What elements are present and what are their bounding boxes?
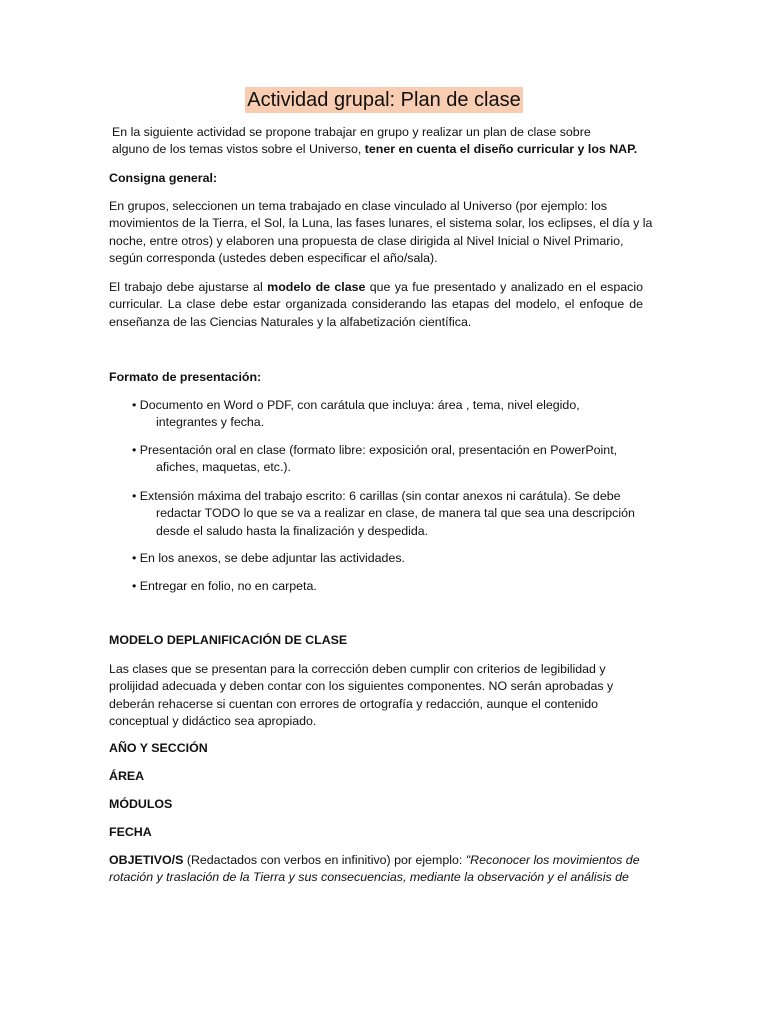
section-label-ano: [109, 740, 654, 757]
bullet-text: • Documento en Word o PDF, con carátula que incluya: área , tema, nivel elegido,: [132, 398, 580, 412]
objetivo-label: OBJETIVO/S: [109, 853, 184, 867]
modelo-heading-text: MODELO DEPLANIFICACIÓN DE CLASE: [109, 633, 348, 647]
bullet-item: [132, 578, 652, 595]
section-label-modulos: [109, 796, 654, 813]
modelo-de-clase-bold: modelo de clase: [267, 280, 366, 294]
bullet-text: • Entregar en folio, no en carpeta.: [132, 579, 317, 593]
bullet-item: [132, 442, 652, 477]
modelo-paragraph: Las clases que se presentan para la corrección deben cumplir con criterios de legibilidad y prolijidad adecuada y deben contar con los siguientes componentes. NO serán aprobadas y deberán rehacerse si cuentan con errores de ortografía y redacción, aunque el contenido conceptual y didáctico sea apropiado.: [109, 662, 614, 729]
modelo-heading: [109, 632, 654, 649]
intro-line-1: En la siguiente actividad se propone trabajar en grupo y realizar un plan de clase sobre: [112, 125, 591, 139]
objetivo-example: "Reconocer los movimientos de rotación y traslación de la Tierra y sus consecuencias, mediante la observación y el análisis de: [109, 853, 640, 885]
bullet-text: • Presentación oral en clase (formato libre: exposición oral, presentación en PowerPoint,: [132, 443, 618, 457]
section-label-fecha: [109, 824, 654, 841]
section-label-area: [109, 768, 654, 785]
objetivo-text: (Redactados con verbos en infinitivo) por ejemplo:: [183, 853, 466, 867]
label-text: MÓDULOS: [109, 797, 173, 811]
bullet-continuation: afiches, maquetas, etc.).: [156, 460, 291, 475]
intro-bold-text: tener en cuenta el diseño curricular y los NAP.: [364, 142, 638, 157]
formato-heading-text: Formato de presentación:: [109, 370, 262, 384]
consigna-para2-start: El trabajo debe ajustarse al: [109, 280, 268, 294]
intro-paragraph: [112, 124, 657, 159]
label-text: AÑO Y SECCIÓN: [109, 741, 208, 755]
consigna-heading-text: Consigna general:: [109, 171, 218, 185]
bullet-text: • En los anexos, se debe adjuntar las actividades.: [132, 551, 405, 565]
consigna-paragraph-1: En grupos, seleccionen un tema trabajado en clase vinculado al Universo (por ejemplo: los movimientos de la Tierra, el Sol, la Luna, las fases lunares, el sistema solar, los eclipses, el día y la noche, entre otros) y elaboren una propuesta de clase dirigida al Nivel Inicial o Nivel Primario, según corresponda (ustedes deben especificar el año/sala).: [109, 199, 653, 266]
bullet-text: • Extensión máxima del trabajo escrito: 6 carillas (sin contar anexos ni carátula). Se debe: [132, 489, 621, 503]
bullet-continuation: integrantes y fecha.: [156, 415, 265, 430]
bullet-item: [132, 488, 652, 540]
objetivo-paragraph: [109, 852, 659, 887]
bullet-item: [132, 550, 652, 567]
consigna-para2-end: que ya fue presentado y analizado en el espacio curricular. La clase debe estar organizada considerando las etapas del modelo, el enfoque de enseñanza de las Ciencias Naturales y la alfabetización científica.: [109, 280, 643, 329]
consigna-paragraph-2: [109, 279, 643, 331]
label-text: ÁREA: [109, 769, 145, 783]
bullet-continuation: redactar TODO lo que se va a realizar en clase, de manera tal que sea una descripción desde el saludo hasta la finalización y despedida.: [156, 506, 635, 538]
formato-heading: [109, 369, 654, 386]
consigna-heading: [109, 170, 654, 187]
bullet-item: [132, 397, 652, 432]
intro-line-2: alguno de los temas vistos sobre el Universo,: [112, 142, 365, 157]
page-title: Actividad grupal: Plan de clase: [247, 89, 521, 111]
label-text: FECHA: [109, 825, 152, 839]
title-container: [0, 87, 768, 113]
